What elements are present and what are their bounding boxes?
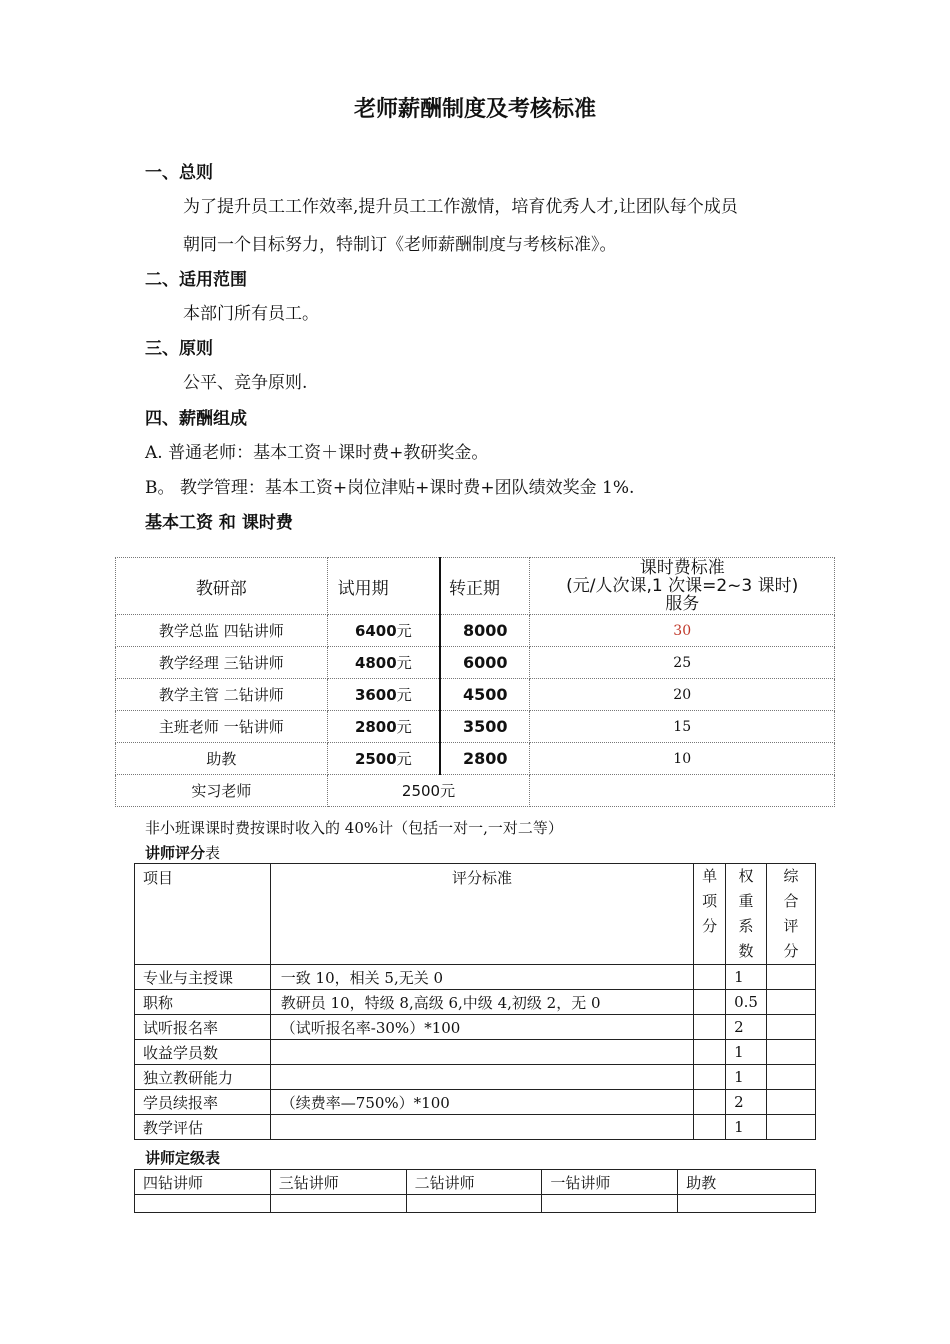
trial-cell <box>327 743 440 775</box>
trial-amount: 6400 <box>354 622 397 640</box>
score-total <box>767 1040 816 1065</box>
score-total <box>767 990 816 1015</box>
general-text-line1: 为了提升员工工作效率,提升员工工作激情，培育优秀人才,让团队每个成员 <box>183 197 738 217</box>
header-char: 单 <box>702 867 718 885</box>
level-header-row <box>135 1170 816 1195</box>
score-standard: 一致 10，相关 5,无关 0 <box>270 965 693 990</box>
score-header-standard: 评分标准 <box>270 864 693 965</box>
header-char: 综 <box>783 867 799 885</box>
section-heading-scope: 二、适用范围 <box>145 270 247 290</box>
header-char: 项 <box>702 892 718 910</box>
intern-pay-unit: 元 <box>440 782 456 800</box>
score-header-weight <box>726 864 767 965</box>
header-regular: 转正期 <box>440 558 530 615</box>
header-char: 权 <box>738 867 754 885</box>
score-item: 学员续报率 <box>135 1090 271 1115</box>
salary-row <box>116 711 835 743</box>
page-title: 老师薪酬制度及考核标准 <box>353 97 596 122</box>
score-standard: （试听报名率-30%）*100 <box>270 1015 693 1040</box>
fee-cell: 30 <box>530 615 835 647</box>
regular-cell: 8000 <box>440 615 530 647</box>
score-single <box>694 1040 726 1065</box>
score-weight: 1 <box>726 1040 767 1065</box>
salary-table-heading: 基本工资 和 课时费 <box>145 513 293 533</box>
salary-header-row <box>116 558 835 615</box>
score-table <box>134 863 816 1140</box>
level-header: 一钻讲师 <box>542 1170 678 1195</box>
salary-row <box>116 615 835 647</box>
fee-note: 非小班课课时费按课时收入的 40%计（包括一对一,一对二等） <box>145 819 563 837</box>
trial-unit: 元 <box>396 718 412 736</box>
role-cell: 实习老师 <box>116 775 328 807</box>
fee-cell-empty <box>530 775 835 807</box>
score-header-row <box>135 864 816 965</box>
fee-cell: 25 <box>530 647 835 679</box>
scope-text: 本部门所有员工。 <box>183 304 319 324</box>
level-cell <box>542 1195 678 1213</box>
score-item: 试听报名率 <box>135 1015 271 1040</box>
principle-text: 公平、竞争原则. <box>183 373 308 393</box>
score-single <box>694 1090 726 1115</box>
header-char: 合 <box>783 892 799 910</box>
role-cell: 助教 <box>116 743 328 775</box>
trial-cell <box>327 711 440 743</box>
score-single <box>694 1115 726 1140</box>
general-text-line2: 朝同一个目标努力，特制订《老师薪酬制度与考核标准》。 <box>183 235 617 255</box>
salary-row <box>116 679 835 711</box>
trial-amount: 2500 <box>354 750 397 768</box>
fee-cell: 10 <box>530 743 835 775</box>
score-weight: 1 <box>726 965 767 990</box>
header-fee-line2: (元/人次课,1 次课=2~3 课时) <box>566 576 799 596</box>
level-header: 三钻讲师 <box>270 1170 406 1195</box>
score-item: 专业与主授课 <box>135 965 271 990</box>
level-header: 四钻讲师 <box>135 1170 271 1195</box>
role-cell: 教学总监 四钻讲师 <box>116 615 328 647</box>
header-char: 分 <box>702 917 718 935</box>
score-row <box>135 1065 816 1090</box>
salary-row <box>116 647 835 679</box>
role-cell: 主班老师 一钻讲师 <box>116 711 328 743</box>
trial-cell <box>327 679 440 711</box>
score-standard: （续费率—750%）*100 <box>270 1090 693 1115</box>
header-trial: 试用期 <box>327 558 440 615</box>
salary-item-a: A. 普通老师：基本工资＋课时费+教研奖金。 <box>145 443 489 463</box>
score-single <box>694 965 726 990</box>
section-heading-principle: 三、原则 <box>145 339 213 359</box>
intern-pay-amount: 2500 <box>401 782 441 800</box>
score-weight: 2 <box>726 1090 767 1115</box>
level-table <box>134 1169 816 1213</box>
section-heading-salary: 四、薪酬组成 <box>145 409 247 429</box>
header-dept: 教研部 <box>116 558 328 615</box>
score-weight: 0.5 <box>726 990 767 1015</box>
score-caption-rest: 表 <box>205 844 221 862</box>
header-fee <box>530 558 835 615</box>
header-char: 数 <box>738 942 754 960</box>
salary-row <box>116 743 835 775</box>
score-row <box>135 1015 816 1040</box>
level-cell <box>678 1195 816 1213</box>
score-caption-bold: 讲师评分 <box>145 844 206 862</box>
score-header-total <box>767 864 816 965</box>
score-weight: 2 <box>726 1015 767 1040</box>
score-row <box>135 1090 816 1115</box>
fee-cell: 20 <box>530 679 835 711</box>
trial-amount: 2800 <box>354 718 397 736</box>
score-row <box>135 1040 816 1065</box>
level-cell <box>270 1195 406 1213</box>
score-row <box>135 965 816 990</box>
salary-table <box>115 557 835 807</box>
role-cell: 教学经理 三钻讲师 <box>116 647 328 679</box>
salary-row-intern <box>116 775 835 807</box>
level-cell <box>135 1195 271 1213</box>
trial-amount: 3600 <box>354 686 397 704</box>
score-total <box>767 965 816 990</box>
score-weight: 1 <box>726 1115 767 1140</box>
fee-cell: 15 <box>530 711 835 743</box>
score-standard <box>270 1040 693 1065</box>
score-standard <box>270 1065 693 1090</box>
level-empty-row <box>135 1195 816 1213</box>
score-row <box>135 1115 816 1140</box>
score-header-single <box>694 864 726 965</box>
intern-pay-cell <box>327 775 530 807</box>
role-cell: 教学主管 二钻讲师 <box>116 679 328 711</box>
header-char: 系 <box>738 917 754 935</box>
score-standard: 教研员 10，特级 8,高级 6,中级 4,初级 2，无 0 <box>270 990 693 1015</box>
trial-unit: 元 <box>396 622 412 640</box>
regular-cell: 4500 <box>440 679 530 711</box>
score-item: 教学评估 <box>135 1115 271 1140</box>
header-fee-line1: 课时费标准 <box>639 558 725 578</box>
header-char: 重 <box>738 892 754 910</box>
score-item: 职称 <box>135 990 271 1015</box>
regular-cell: 6000 <box>440 647 530 679</box>
level-table-caption: 讲师定级表 <box>145 1149 221 1167</box>
regular-cell: 2800 <box>440 743 530 775</box>
score-row <box>135 990 816 1015</box>
trial-amount: 4800 <box>354 654 397 672</box>
score-total <box>767 1015 816 1040</box>
section-heading-general: 一、总则 <box>145 163 213 183</box>
trial-cell <box>327 615 440 647</box>
score-total <box>767 1090 816 1115</box>
regular-cell: 3500 <box>440 711 530 743</box>
score-header-item: 项目 <box>135 864 271 965</box>
trial-unit: 元 <box>396 654 412 672</box>
level-header: 二钻讲师 <box>406 1170 542 1195</box>
header-char: 分 <box>783 942 799 960</box>
score-standard <box>270 1115 693 1140</box>
score-total <box>767 1115 816 1140</box>
trial-cell <box>327 647 440 679</box>
score-total <box>767 1065 816 1090</box>
trial-unit: 元 <box>396 686 412 704</box>
score-table-caption <box>145 842 220 863</box>
salary-item-b: B。 教学管理：基本工资+岗位津贴+课时费+团队绩效奖金 1%. <box>145 478 635 498</box>
level-cell <box>406 1195 542 1213</box>
header-char: 评 <box>783 917 799 935</box>
score-item: 独立教研能力 <box>135 1065 271 1090</box>
score-single <box>694 990 726 1015</box>
level-header: 助教 <box>678 1170 816 1195</box>
score-single <box>694 1065 726 1090</box>
header-fee-line3: 服务 <box>665 594 700 614</box>
score-item: 收益学员数 <box>135 1040 271 1065</box>
score-weight: 1 <box>726 1065 767 1090</box>
trial-unit: 元 <box>396 750 412 768</box>
score-single <box>694 1015 726 1040</box>
